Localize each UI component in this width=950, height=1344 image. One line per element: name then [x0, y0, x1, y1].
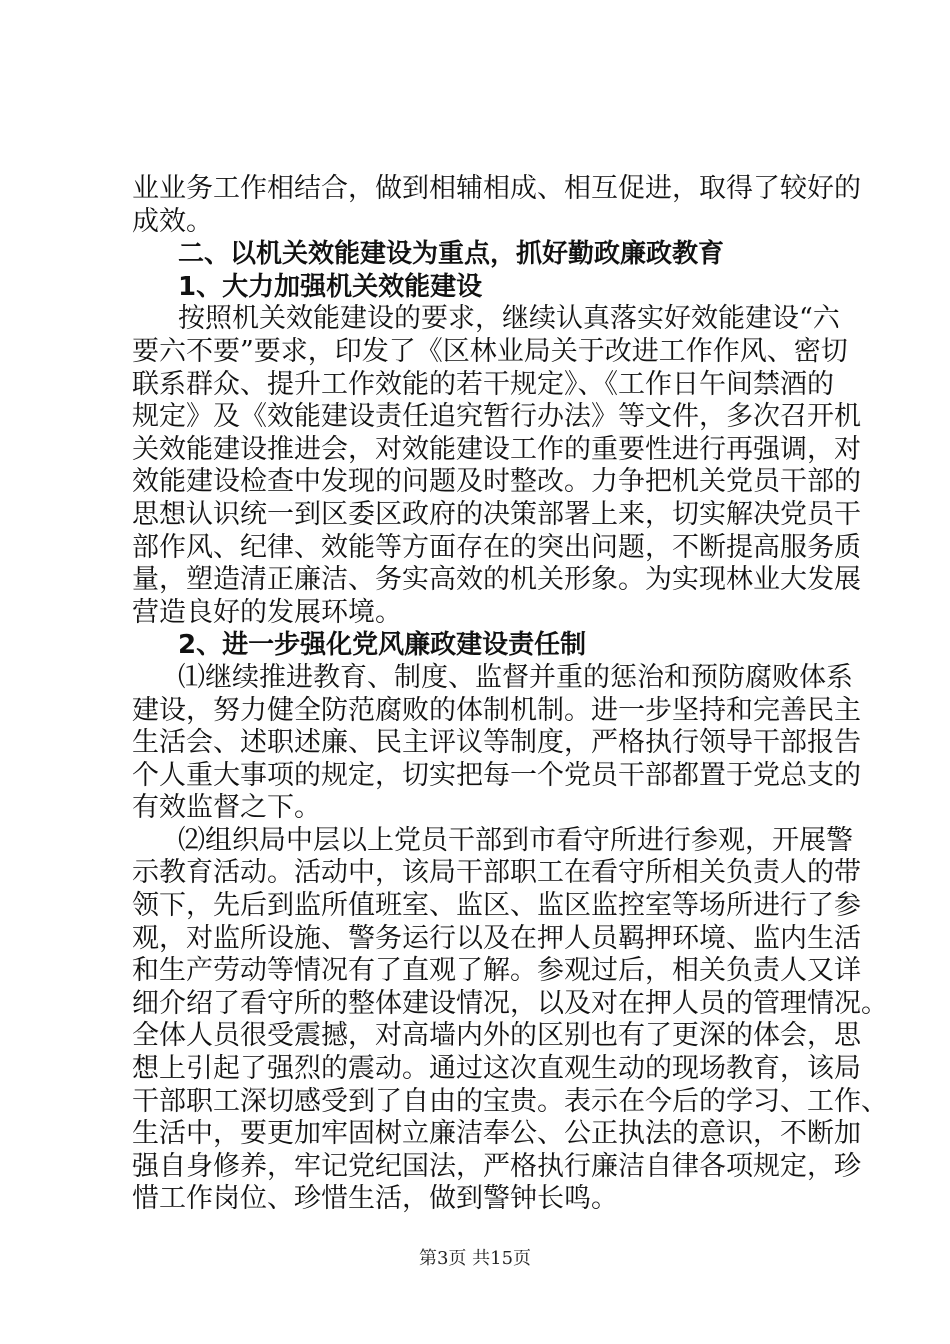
text-line: 规定》及《效能建设责任追究暂行办法》等文件，多次召开机 — [132, 401, 861, 433]
text-line: 个人重大事项的规定，切实把每一个党员干部都置于党总支的 — [132, 759, 861, 791]
text-line: 按照机关效能建设的要求，继续认真落实好效能建设“六 — [178, 303, 840, 335]
text-line: 建设，努力健全防范腐败的体制机制。进一步坚持和完善民主 — [132, 694, 861, 726]
text-line: 全体人员很受震撼，对高墙内外的区别也有了更深的体会，思 — [132, 1020, 861, 1052]
section-heading: 1、大力加强机关效能建设 — [178, 271, 483, 302]
text-line: 生活中，要更加牢固树立廉洁奉公、公正执法的意识，不断加 — [132, 1118, 861, 1150]
text-line: 成效。 — [132, 205, 213, 237]
text-line: 效能建设检查中发现的问题及时整改。力争把机关党员干部的 — [132, 466, 861, 498]
text-line: 惜工作岗位、珍惜生活，做到警钟长鸣。 — [132, 1183, 618, 1215]
text-line: 关效能建设推进会，对效能建设工作的重要性进行再强调，对 — [132, 433, 861, 465]
text-line: 生活会、述职述廉、民主评议等制度，严格执行领导干部报告 — [132, 727, 861, 759]
text-line: 思想认识统一到区委区政府的决策部署上来，切实解决党员干 — [132, 498, 861, 530]
text-line: 强自身修养，牢记党纪国法，严格执行廉洁自律各项规定，珍 — [132, 1150, 861, 1182]
text-line: 营造良好的发展环境。 — [132, 596, 402, 628]
text-line: ⑵组织局中层以上党员干部到市看守所进行参观，开展警 — [178, 824, 853, 856]
text-line: 要六不要”要求，印发了《区林业局关于改进工作作风、密切 — [132, 335, 848, 367]
section-heading: 二、以机关效能建设为重点，抓好勤政廉政教育 — [178, 239, 725, 270]
text-line: 部作风、纪律、效能等方面存在的突出问题，不断提高服务质 — [132, 531, 861, 563]
document-body — [132, 173, 888, 1216]
text-line: 干部职工深切感受到了自由的宝贵。表示在今后的学习、工作、 — [132, 1085, 888, 1117]
page-footer: 第3页 共15页 — [418, 1248, 532, 1269]
text-line: 业业务工作相结合，做到相辅相成、相互促进，取得了较好的 — [132, 173, 861, 204]
text-line: 细介绍了看守所的整体建设情况，以及对在押人员的管理情况。 — [132, 987, 888, 1019]
section-heading: 2、进一步强化党风廉政建设责任制 — [178, 630, 587, 661]
text-line: 想上引起了强烈的震动。通过这次直观生动的现场教育，该局 — [132, 1053, 861, 1085]
text-line: 量，塑造清正廉洁、务实高效的机关形象。为实现林业大发展 — [132, 564, 861, 596]
text-line: 联系群众、提升工作效能的若干规定》、《工作日午间禁酒的 — [132, 368, 834, 400]
text-line: 观，对监所设施、警务运行以及在押人员羁押环境、监内生活 — [132, 922, 861, 954]
text-line: 和生产劳动等情况有了直观了解。参观过后，相关负责人又详 — [132, 955, 861, 987]
text-line: 示教育活动。活动中，该局干部职工在看守所相关负责人的带 — [132, 857, 861, 889]
text-line: 领下，先后到监所值班室、监区、监区监控室等场所进行了参 — [132, 890, 861, 922]
text-line: ⑴继续推进教育、制度、监督并重的惩治和预防腐败体系 — [178, 661, 853, 693]
text-line: 有效监督之下。 — [132, 792, 321, 824]
